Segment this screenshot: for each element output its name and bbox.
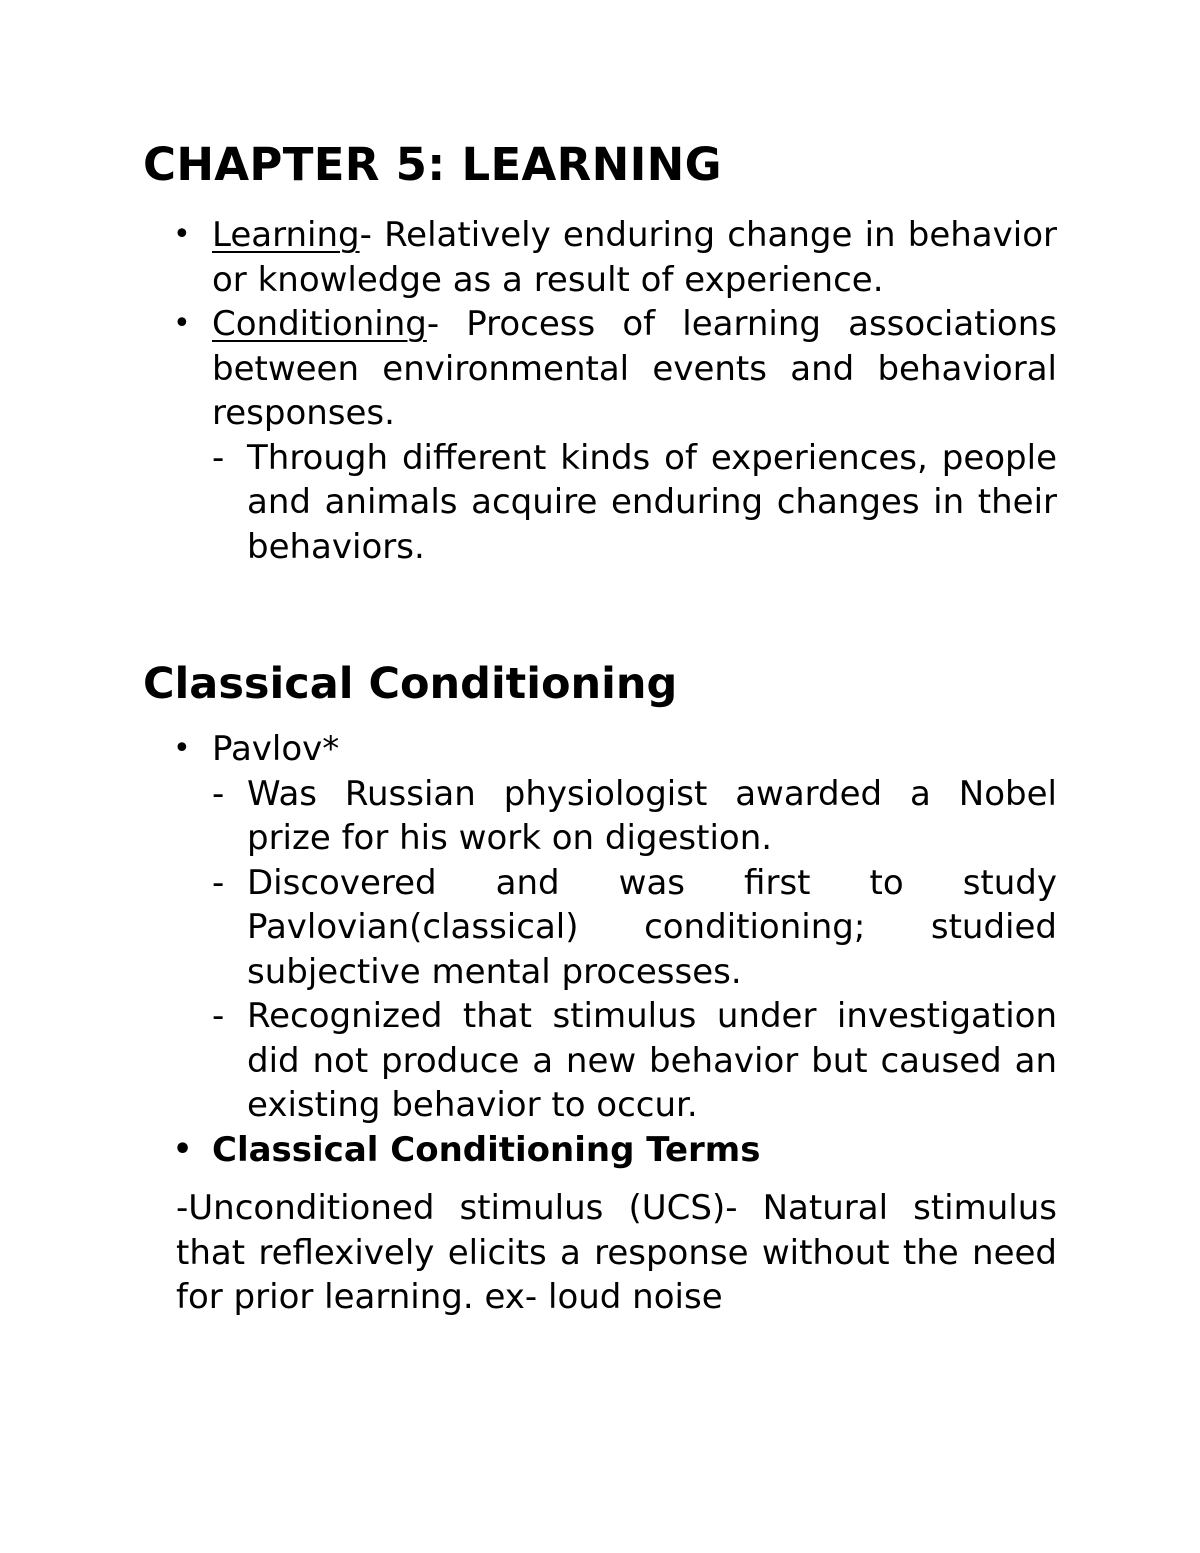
pavlov-subpoints bbox=[212, 772, 1057, 1128]
bullet-icon: • bbox=[173, 731, 191, 766]
pavlov-label: Pavlov* bbox=[212, 729, 340, 769]
list-item bbox=[212, 772, 1057, 861]
chapter-title: CHAPTER 5: LEARNING bbox=[143, 138, 722, 191]
dash-icon: - bbox=[212, 437, 225, 478]
term-conditioning: Conditioning bbox=[212, 304, 427, 344]
list-item bbox=[143, 727, 1057, 1128]
document-page bbox=[143, 138, 1057, 1320]
definition-conditioning: - Process of learning associations between environmental events and behavioral responses. bbox=[212, 304, 1057, 433]
list-item bbox=[143, 302, 1057, 569]
terms-heading: Classical Conditioning Terms bbox=[212, 1129, 761, 1170]
conditioning-subpoints bbox=[212, 436, 1057, 570]
subpoint-text: Recognized that stimulus under investigation did not produce a new behavior but caused an existing behavior to occur. bbox=[247, 996, 1057, 1125]
list-item bbox=[212, 436, 1057, 570]
dash-icon: - bbox=[212, 862, 225, 903]
subpoint-text: Discovered and was first to study Pavlovian(classical) conditioning; studied subjective mental processes. bbox=[247, 862, 1057, 992]
dash-icon: - bbox=[212, 773, 225, 814]
definition-learning: - Relatively enduring change in behavior or knowledge as a result of experience. bbox=[212, 215, 1057, 300]
bullet-icon: • bbox=[173, 1131, 193, 1167]
term-learning: Learning bbox=[212, 215, 360, 255]
list-item bbox=[212, 994, 1057, 1128]
dash-icon: - bbox=[212, 996, 225, 1036]
list-item bbox=[143, 1128, 1057, 1173]
ucs-definition: -Unconditioned stimulus (UCS)- Natural stimulus that reflexively elicits a response without the need for prior learning. ex- loud noise bbox=[176, 1188, 1057, 1317]
classical-list bbox=[143, 727, 1057, 1172]
list-item bbox=[143, 213, 1057, 302]
bullet-icon: • bbox=[173, 306, 191, 341]
definitions-list bbox=[143, 213, 1057, 569]
bullet-icon: • bbox=[173, 217, 191, 252]
subpoint-text: Was Russian physiologist awarded a Nobel prize for his work on digestion. bbox=[247, 773, 1057, 858]
section-heading: Classical Conditioning bbox=[143, 659, 678, 709]
subpoint-text: Through different kinds of experiences, people and animals acquire enduring changes in their behaviors. bbox=[247, 437, 1057, 567]
list-item bbox=[212, 861, 1057, 995]
